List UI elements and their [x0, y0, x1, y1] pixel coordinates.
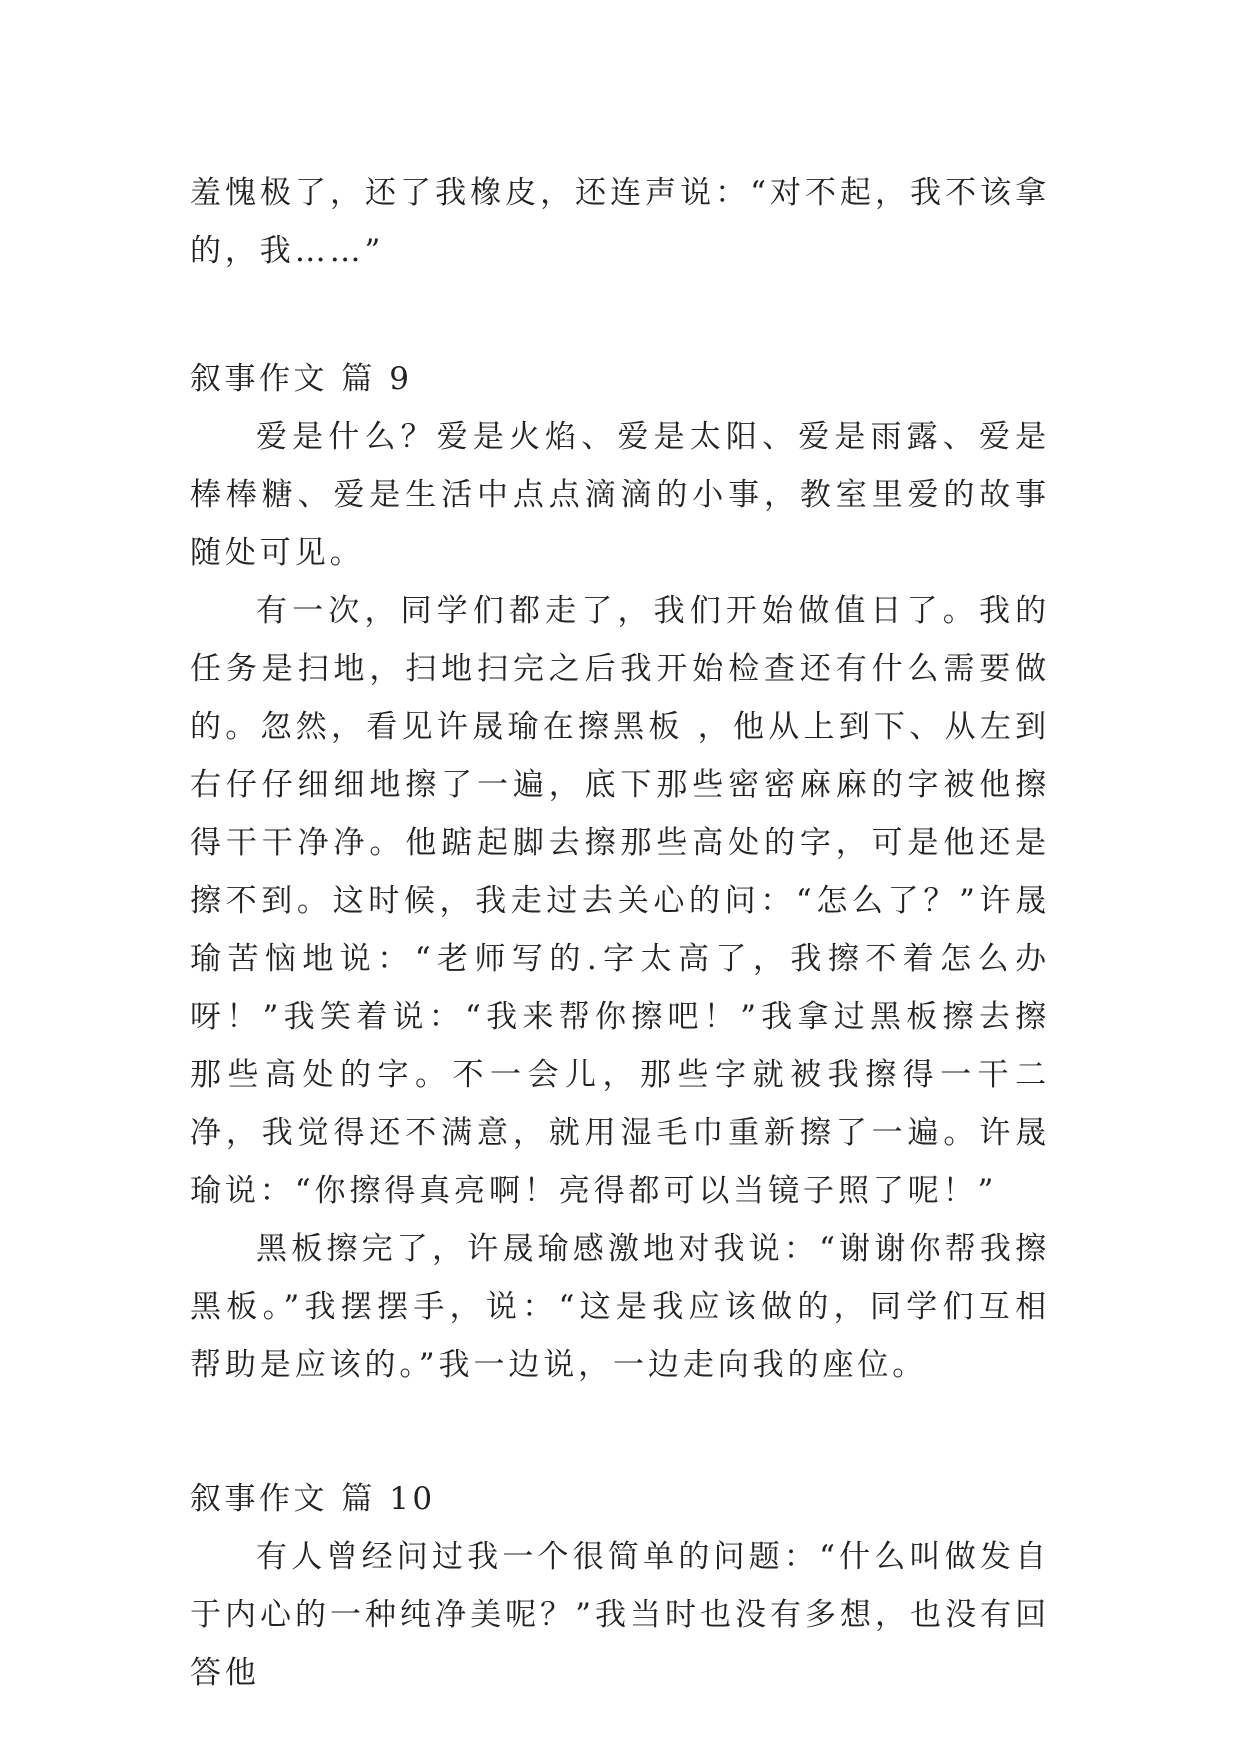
section-spacer [190, 280, 1050, 350]
paragraph-continued: 羞愧极了，还了我橡皮，还连声说：“对不起，我不该拿的，我……” [190, 175, 1050, 269]
section-title-9: 叙事作文 篇 9 [190, 361, 413, 397]
document-page [190, 164, 1050, 1702]
paragraph: 爱是什么？爱是火焰、爱是太阳、爱是雨露、爱是棒棒糖、爱是生活中点点滴滴的小事，教室里爱的故事随处可见。 [190, 419, 1050, 571]
section-title-10: 叙事作文 篇 10 [190, 1481, 436, 1517]
paragraph: 黑板擦完了，许晟瑜感激地对我说：“谢谢你帮我擦黑板。”我摆摆手，说：“这是我应该做的，同学们互相帮助是应该的。”我一边说，一边走向我的座位。 [190, 1231, 1050, 1383]
paragraph: 有人曾经问过我一个很简单的问题：“什么叫做发自于内心的一种纯净美呢？”我当时也没有多想，也没有回答他 [190, 1539, 1050, 1691]
paragraph: 有一次，同学们都走了，我们开始做值日了。我的任务是扫地，扫地扫完之后我开始检查还有什么需要做的。忽然，看见许晟瑜在擦黑板 ，他从上到下、从左到右仔仔细细地擦了一遍，底下那些密密麻麻的字被他擦得干干净净。他踮起脚去擦那些高处的字，可是他还是擦不到。这时候，我走过去关心的问：“怎么了？”许晟瑜苦恼地说：“老师写的.字太高了，我擦不着怎么办呀！”我笑着说：“我来帮你擦吧！”我拿过黑板擦去擦那些高处的字。不一会儿，那些字就被我擦得一干二净，我觉得还不满意，就用湿毛巾重新擦了一遍。许晟瑜说：“你擦得真亮啊！亮得都可以当镜子照了呢！” [190, 593, 1050, 1209]
section-spacer [190, 1394, 1050, 1470]
